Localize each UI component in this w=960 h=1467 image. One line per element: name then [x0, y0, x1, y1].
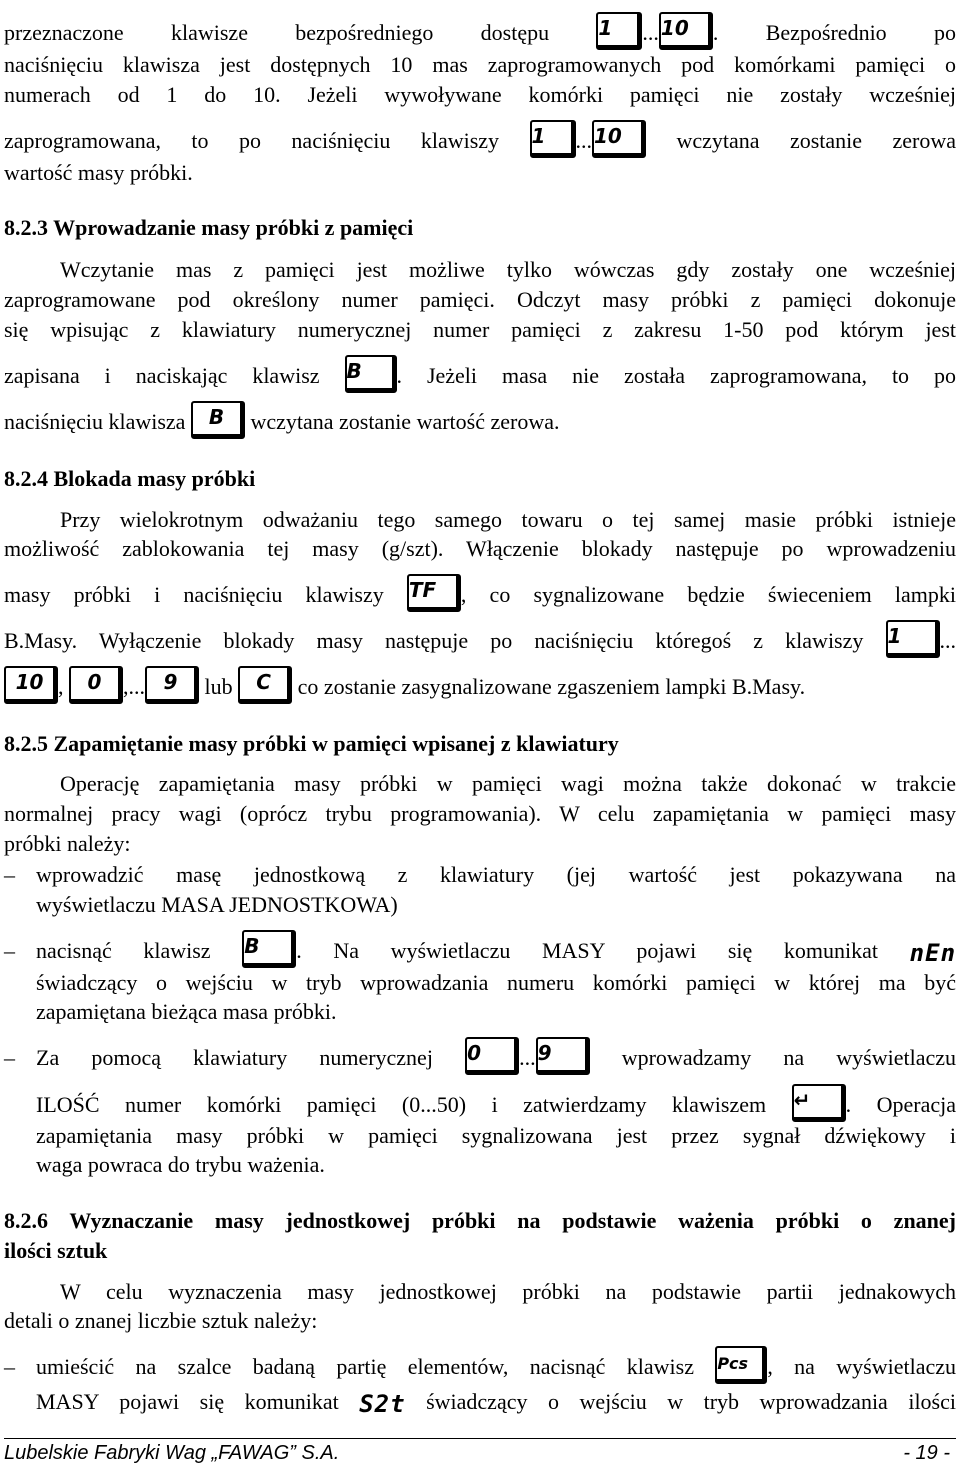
intro-line-1	[4, 16, 956, 50]
display-message-nen: nEn	[909, 939, 957, 967]
s825-bullet3-line-1	[36, 1041, 956, 1075]
page-footer	[4, 1438, 956, 1467]
text: ,	[58, 674, 64, 700]
section-heading-8-2-5: 8.2.5 Zapamiętanie masy próbki w pamięci wpisanej z klawiatury	[4, 731, 619, 756]
s825-bullet1-line-2: wyświetlaczu MASA JEDNOSTKOWA)	[36, 892, 398, 917]
text: ILOŚĆ numer komórki pamięci (0...50) i zatwierdzamy klawiszem	[36, 1092, 767, 1118]
text: ...	[642, 20, 659, 46]
text: Za pomocą klawiatury numerycznej	[36, 1045, 433, 1071]
s825-line-2: normalnej pracy wagi (oprócz trybu programowania). W celu zapamiętania w pamięci masy	[4, 801, 956, 826]
s825-bullet3-line-3: zapamiętania masy próbki w pamięci sygnalizowana jest przez sygnał dźwiękowy i	[36, 1123, 956, 1148]
memory-key-icon: B	[242, 930, 296, 968]
text: ...	[575, 128, 592, 154]
s824-line-4	[4, 624, 957, 658]
key-10-icon: 10	[4, 666, 58, 704]
text: ...	[939, 628, 957, 654]
s823-line-4	[4, 359, 957, 393]
text: ...	[519, 1045, 536, 1071]
text: zapisana i naciskając klawisz	[4, 363, 320, 389]
s826-line-2: detali o znanej liczbie sztuk należy:	[4, 1308, 318, 1333]
page-number: - 19 -	[903, 1442, 950, 1464]
text: . Na wyświetlaczu MASY pojawi się komunikat	[296, 938, 879, 964]
text: B.Masy. Wyłączenie blokady masy następuje po naciśnięciu któregoś z klawiszy	[4, 628, 864, 654]
memory-key-icon: B	[345, 355, 397, 393]
bullet-dash: –	[4, 1045, 15, 1070]
section-heading-8-2-6-cont: ilości sztuk	[4, 1238, 108, 1263]
key-9-icon: 9	[536, 1037, 590, 1075]
text: umieścić na szalce badaną partię elementów, nacisnąć klawisz	[36, 1354, 694, 1380]
display-message-szt: S2t	[359, 1389, 406, 1418]
key-10-icon: 10	[659, 12, 713, 50]
s825-bullet2-line-2: świadczący o wejściu w tryb wprowadzania numeru komórki pamięci w której ma być	[36, 970, 956, 995]
text: naciśnięciu klawisza	[4, 409, 186, 435]
text: nacisnąć klawisz	[36, 938, 211, 964]
s825-bullet3-line-4: waga powraca do trybu ważenia.	[36, 1152, 325, 1177]
text: przeznaczone klawisze bezpośredniego dostępu	[4, 20, 550, 46]
text: , na wyświetlaczu	[767, 1354, 957, 1380]
key-1-icon: 1	[886, 620, 940, 658]
text: lub	[204, 674, 233, 700]
text: zaprogramowana, to po naciśnięciu klawiszy	[4, 128, 500, 154]
pcs-key-label: Pcs	[717, 1354, 749, 1373]
s823-line-2: zaprogramowane pod określony numer pamięci. Odczyt masy próbki z pamięci dokonuje	[4, 287, 956, 312]
key-0-icon: 0	[465, 1037, 519, 1075]
s825-bullet2-line-3: zapamiętana bieżąca masa próbki.	[36, 999, 337, 1024]
key-10-icon: 10	[592, 120, 646, 158]
s824-line-3	[4, 578, 956, 612]
s823-line-3: się wpisując z klawiatury numerycznej numer pamięci z zakresu 1-50 pod którym jest	[4, 317, 956, 342]
s825-line-1: Operację zapamiętania masy próbki w pamięci wagi można także dokonać w trakcie	[60, 771, 956, 796]
memory-key-icon: B	[191, 401, 245, 439]
text: co zostanie zasygnalizowane zgaszeniem lampki B.Masy.	[297, 674, 806, 700]
key-1-icon: 1	[530, 120, 576, 158]
s825-bullet2-line-1	[36, 934, 957, 968]
text: wprowadzamy na wyświetlaczu	[621, 1045, 956, 1071]
text: świadczący o wejściu w tryb wprowadzania ilości	[426, 1389, 956, 1414]
key-1-icon: 1	[596, 12, 642, 50]
footer-company: Lubelskie Fabryki Wag „FAWAG” S.A.	[4, 1442, 340, 1464]
bullet-dash: –	[4, 938, 15, 963]
text: masy próbki i naciśnięciu klawiszy	[4, 582, 384, 608]
s826-bullet1-line-2	[36, 1389, 956, 1417]
section-heading-8-2-3: 8.2.3 Wprowadzanie masy próbki z pamięci	[4, 215, 414, 240]
s825-bullet1-line-1: wprowadzić masę jednostkową z klawiatury (jej wartość jest pokazywana na	[36, 862, 956, 887]
pcs-key-icon	[715, 1346, 767, 1384]
key-c-icon: C	[238, 666, 292, 704]
s825-line-3: próbki należy:	[4, 831, 131, 856]
tare-key-icon: TF	[407, 574, 461, 612]
bullet-dash: –	[4, 1354, 15, 1379]
text: MASY pojawi się komunikat	[36, 1389, 339, 1414]
bullet-dash: –	[4, 862, 15, 887]
intro-line-4	[4, 124, 956, 158]
section-heading-8-2-4: 8.2.4 Blokada masy próbki	[4, 466, 256, 491]
s825-bullet3-line-2	[36, 1088, 957, 1122]
s824-line-5	[4, 670, 956, 704]
text: . Jeżeli masa nie została zaprogramowana, to po	[396, 363, 957, 389]
text: wczytana zostanie wartość zerowa.	[250, 409, 560, 435]
s823-line-5	[4, 405, 956, 439]
intro-line-5: wartość masy próbki.	[4, 160, 193, 185]
text: ,...	[123, 674, 145, 700]
enter-key-icon: ↵	[792, 1084, 846, 1122]
intro-line-2: naciśnięciu klawisza jest dostępnych 10 mas zaprogramowanych pod komórkami pamięci o	[4, 52, 956, 77]
key-9-icon: 9	[145, 666, 199, 704]
text: . Operacja	[845, 1092, 957, 1118]
section-heading-8-2-6: 8.2.6 Wyznaczanie masy jednostkowej próbki na podstawie ważenia próbki o znanej	[4, 1208, 956, 1233]
text: wczytana zostanie zerowa	[676, 128, 956, 154]
intro-line-3: numerach od 1 do 10. Jeżeli wywoływane komórki pamięci nie zostały wcześniej	[4, 82, 956, 107]
s824-line-2: możliwość zablokowania tej masy (g/szt). Włączenie blokady następuje po wprowadzeniu	[4, 536, 956, 561]
text: . Bezpośrednio po	[712, 20, 956, 46]
s826-line-1: W celu wyznaczenia masy jednostkowej próbki na podstawie partii jednakowych	[60, 1279, 956, 1304]
s826-bullet1-line-1	[36, 1354, 956, 1384]
text: , co sygnalizowane będzie świeceniem lampki	[460, 582, 956, 608]
key-0-icon: 0	[69, 666, 123, 704]
s823-line-1: Wczytanie mas z pamięci jest możliwe tylko wówczas gdy zostały one wcześniej	[60, 257, 956, 282]
s824-line-1: Przy wielokrotnym odważaniu tego samego towaru o tej samej masie próbki istnieje	[60, 507, 956, 532]
